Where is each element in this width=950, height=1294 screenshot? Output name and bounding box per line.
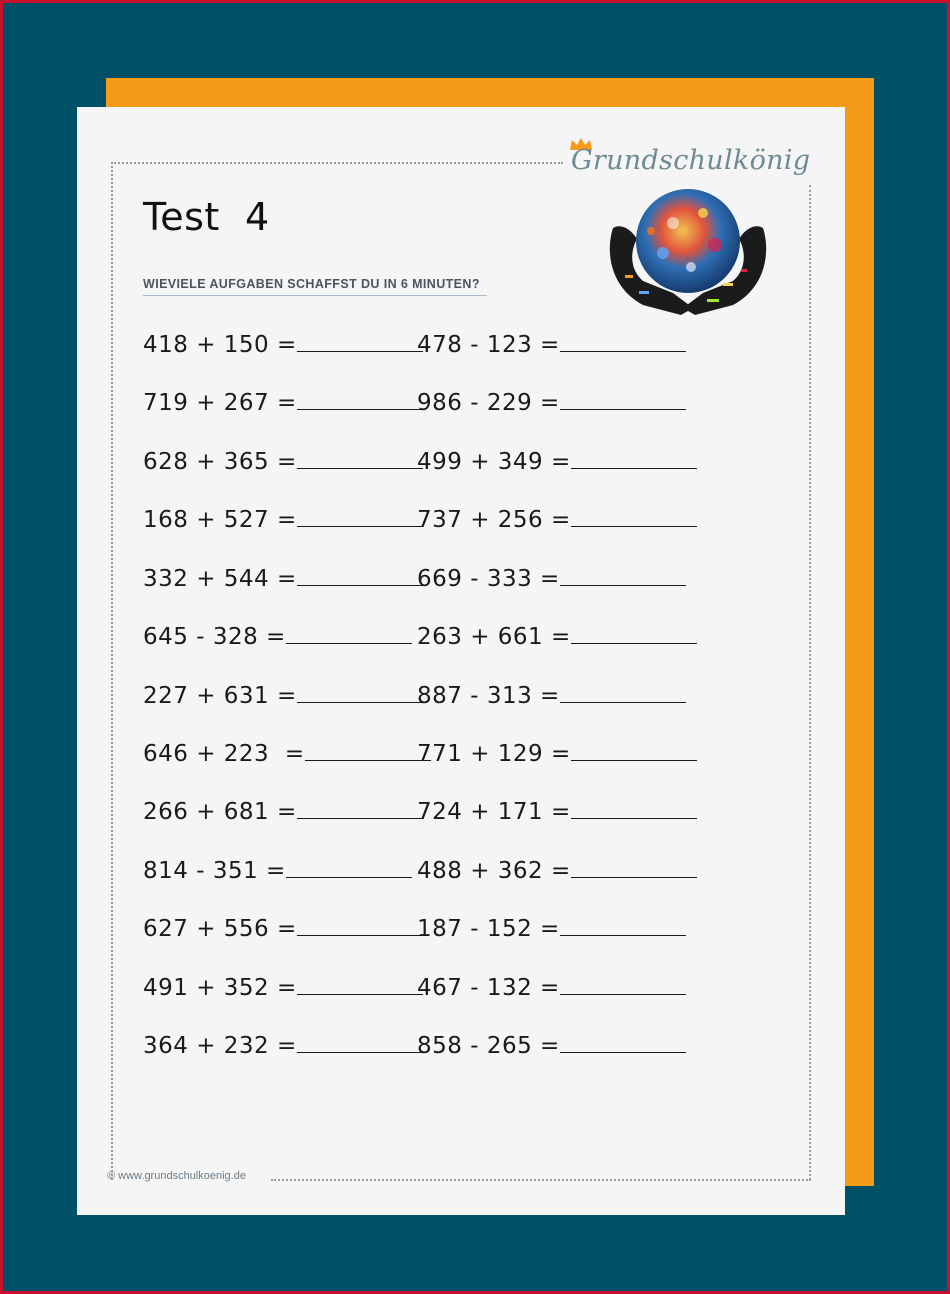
task-right-9: 724 + 171 =: [417, 796, 697, 826]
task-right-1: 478 - 123 =: [417, 329, 686, 359]
answer-line[interactable]: [297, 329, 423, 352]
task-right-4: 737 + 256 =: [417, 504, 697, 534]
answer-line[interactable]: [297, 446, 423, 469]
worksheet-page: [77, 107, 845, 1215]
answer-line[interactable]: [571, 621, 697, 644]
dotted-border-bottom: [271, 1179, 811, 1181]
task-left-3: 628 + 365 =: [143, 446, 423, 476]
task-right-6: 263 + 661 =: [417, 621, 697, 651]
answer-line[interactable]: [560, 563, 686, 586]
answer-line[interactable]: [297, 1030, 423, 1053]
answer-line[interactable]: [571, 796, 697, 819]
answer-line[interactable]: [560, 1030, 686, 1053]
worksheet-title: Test 4: [143, 195, 270, 239]
task-left-6: 645 - 328 =: [143, 621, 412, 651]
answer-line[interactable]: [297, 913, 423, 936]
task-left-9: 266 + 681 =: [143, 796, 423, 826]
task-left-2: 719 + 267 =: [143, 387, 423, 417]
answer-line[interactable]: [571, 855, 697, 878]
answer-line[interactable]: [571, 738, 697, 761]
dotted-border-left: [111, 162, 113, 1180]
answer-line[interactable]: [560, 387, 686, 410]
answer-line[interactable]: [560, 972, 686, 995]
answer-line[interactable]: [297, 680, 423, 703]
task-left-5: 332 + 544 =: [143, 563, 423, 593]
answer-line[interactable]: [297, 972, 423, 995]
task-right-12: 467 - 132 =: [417, 972, 686, 1002]
task-left-8: 646 + 223 =: [143, 738, 431, 768]
answer-line[interactable]: [560, 913, 686, 936]
task-left-10: 814 - 351 =: [143, 855, 412, 885]
answer-line[interactable]: [297, 387, 423, 410]
task-left-7: 227 + 631 =: [143, 680, 423, 710]
answer-line[interactable]: [286, 855, 412, 878]
task-left-1: 418 + 150 =: [143, 329, 423, 359]
task-right-10: 488 + 362 =: [417, 855, 697, 885]
answer-line[interactable]: [571, 504, 697, 527]
task-left-12: 491 + 352 =: [143, 972, 423, 1002]
answer-line[interactable]: [297, 796, 423, 819]
answer-line[interactable]: [305, 738, 431, 761]
worksheet-subtitle: WIEVIELE AUFGABEN SCHAFFST DU IN 6 MINUTEN?: [143, 277, 487, 296]
dotted-border-top: [111, 162, 563, 164]
answer-line[interactable]: [286, 621, 412, 644]
dotted-border-right: [809, 185, 811, 1180]
footer-copyright: © www.grundschulkoenig.de: [107, 1170, 246, 1182]
task-right-5: 669 - 333 =: [417, 563, 686, 593]
answer-line[interactable]: [297, 563, 423, 586]
task-right-7: 887 - 313 =: [417, 680, 686, 710]
brand-logo-text: Grundschulkönig: [571, 145, 811, 176]
task-left-11: 627 + 556 =: [143, 913, 423, 943]
answer-line[interactable]: [560, 680, 686, 703]
task-right-13: 858 - 265 =: [417, 1030, 686, 1060]
task-left-13: 364 + 232 =: [143, 1030, 423, 1060]
task-right-3: 499 + 349 =: [417, 446, 697, 476]
answer-line[interactable]: [560, 329, 686, 352]
task-right-2: 986 - 229 =: [417, 387, 686, 417]
answer-line[interactable]: [297, 504, 423, 527]
hands-globe-illustration: [603, 183, 773, 323]
task-right-11: 187 - 152 =: [417, 913, 686, 943]
task-left-4: 168 + 527 =: [143, 504, 423, 534]
answer-line[interactable]: [571, 446, 697, 469]
task-right-8: 771 + 129 =: [417, 738, 697, 768]
